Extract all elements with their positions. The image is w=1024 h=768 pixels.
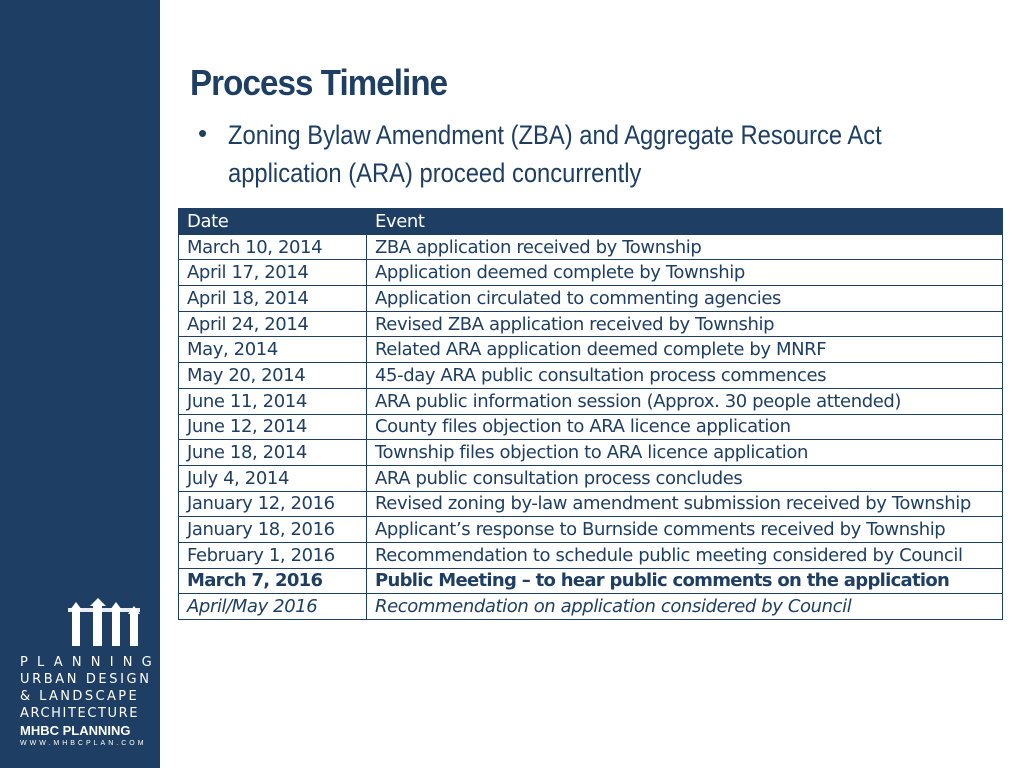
row-event: Related ARA application deemed complete by MNRF [367, 337, 1003, 363]
table-row [179, 440, 1003, 466]
logo-brand: MHBC PLANNING [20, 723, 131, 738]
table-header-row [179, 209, 1003, 235]
row-date: April/May 2016 [179, 594, 367, 620]
table-row [179, 542, 1003, 568]
row-event: ARA public consultation process concludes [367, 465, 1003, 491]
row-event: Revised ZBA application received by Township [367, 311, 1003, 337]
row-date: June 12, 2014 [179, 414, 367, 440]
row-date: January 18, 2016 [179, 517, 367, 543]
row-date: April 24, 2014 [179, 311, 367, 337]
row-date: February 1, 2016 [179, 542, 367, 568]
table-row [179, 517, 1003, 543]
table-row [179, 388, 1003, 414]
table-row [179, 286, 1003, 312]
row-event: Recommendation to schedule public meeting considered by Council [367, 542, 1003, 568]
logo-line-architecture: ARCHITECTURE [20, 706, 140, 721]
row-date: May, 2014 [179, 337, 367, 363]
row-event: Recommendation on application considered by Council [367, 594, 1003, 620]
logo-line-planning: PLANNING [20, 655, 161, 670]
logo-line-landscape: & LANDSCAPE [20, 689, 140, 704]
logo-line-urban-design: URBAN DESIGN [20, 672, 152, 687]
row-event: Public Meeting – to hear public comments on the application [367, 568, 1003, 594]
row-event: Revised zoning by-law amendment submission received by Township [367, 491, 1003, 517]
row-date: May 20, 2014 [179, 363, 367, 389]
mhbc-logo-icon [66, 596, 146, 648]
table-row [179, 363, 1003, 389]
row-event: Application deemed complete by Township [367, 260, 1003, 286]
table-row [179, 234, 1003, 260]
row-date: July 4, 2014 [179, 465, 367, 491]
table-row [179, 337, 1003, 363]
bullet-icon: • [198, 118, 208, 148]
row-event: ZBA application received by Township [367, 234, 1003, 260]
timeline-table [178, 208, 1003, 620]
row-date: June 18, 2014 [179, 440, 367, 466]
table-row [179, 465, 1003, 491]
row-event: ARA public information session (Approx. 30 people attended) [367, 388, 1003, 414]
row-date: March 10, 2014 [179, 234, 367, 260]
row-event: Application circulated to commenting agencies [367, 286, 1003, 312]
table-row [179, 260, 1003, 286]
row-date: April 17, 2014 [179, 260, 367, 286]
table-row [179, 311, 1003, 337]
row-date: January 12, 2016 [179, 491, 367, 517]
table-row [179, 414, 1003, 440]
page-title: Process Timeline [190, 62, 448, 103]
table-row-tentative [179, 594, 1003, 620]
row-date: June 11, 2014 [179, 388, 367, 414]
table-row-highlight [179, 568, 1003, 594]
header-event: Event [367, 209, 1003, 235]
table-row [179, 491, 1003, 517]
row-event: County files objection to ARA licence application [367, 414, 1003, 440]
row-event: Township files objection to ARA licence application [367, 440, 1003, 466]
bullet-text: Zoning Bylaw Amendment (ZBA) and Aggregate Resource Act application (ARA) proceed concurrently [228, 120, 882, 188]
row-date: March 7, 2016 [179, 568, 367, 594]
row-event: 45-day ARA public consultation process commences [367, 363, 1003, 389]
header-date: Date [179, 209, 367, 235]
row-event: Applicant’s response to Burnside comments received by Township [367, 517, 1003, 543]
row-date: April 18, 2014 [179, 286, 367, 312]
logo-url: WWW.MHBCPLAN.COM [20, 740, 147, 747]
sidebar-panel [0, 0, 160, 768]
